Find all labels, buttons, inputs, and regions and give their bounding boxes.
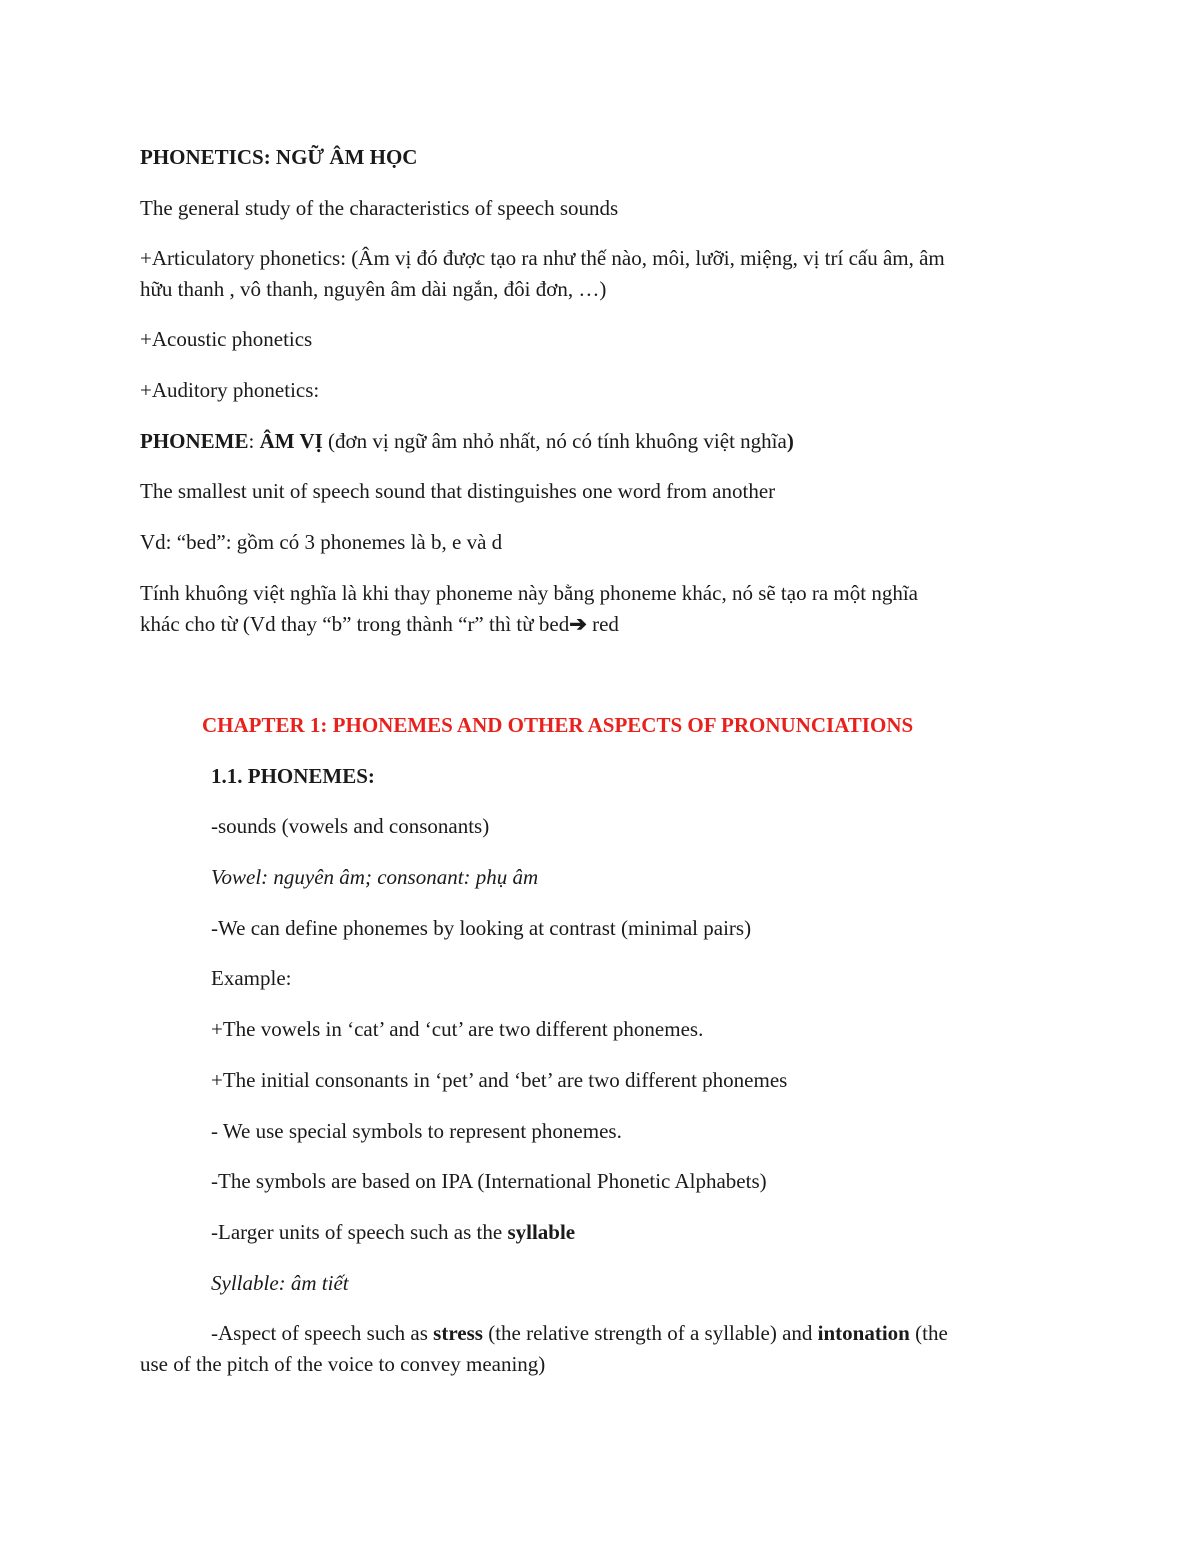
khuong-line-2-text: khác cho từ (Vd thay “b” trong thành “r” thì từ bed <box>140 612 570 636</box>
articulatory-line-2: hữu thanh , vô thanh, nguyên âm dài ngắn, đôi đơn, …) <box>140 277 607 301</box>
syllable-note: Syllable: âm tiết <box>211 1271 349 1295</box>
intonation-term: intonation <box>817 1321 910 1345</box>
stress-term: stress <box>433 1321 483 1345</box>
aspect-text-c: (the <box>909 1321 948 1345</box>
example-label: Example: <box>211 966 292 990</box>
chapter-title: CHAPTER 1: PHONEMES AND OTHER ASPECTS OF PRONUNCIATIONS <box>202 713 914 737</box>
bed-example: Vd: “bed”: gồm có 3 phonemes là b, e và d <box>140 530 503 554</box>
right-arrow-icon: ➔ <box>569 612 587 636</box>
aspect-text-b: (the relative strength of a syllable) and <box>482 1321 818 1345</box>
aspect-text-a: -Aspect of speech such as <box>211 1321 434 1345</box>
phoneme-colon: : <box>248 429 260 453</box>
acoustic-phonetics: +Acoustic phonetics <box>140 327 313 351</box>
sounds-line: -sounds (vowels and consonants) <box>211 814 490 838</box>
special-symbols-line: - We use special symbols to represent phonemes. <box>211 1119 622 1143</box>
vowel-consonant-note: Vowel: nguyên âm; consonant: phụ âm <box>211 865 539 889</box>
phoneme-close-paren: ) <box>786 429 794 453</box>
phonetics-definition: The general study of the characteristics of speech sounds <box>140 196 619 220</box>
phoneme-heading <box>140 425 794 457</box>
example-consonants: +The initial consonants in ‘pet’ and ‘bet’ are two different phonemes <box>211 1068 788 1092</box>
define-phonemes-line: -We can define phonemes by looking at contrast (minimal pairs) <box>211 916 752 940</box>
phoneme-term: PHONEME <box>140 429 249 453</box>
larger-units-line <box>211 1216 575 1248</box>
aspect-line-1 <box>211 1317 948 1349</box>
khuong-line-2-end: red <box>586 612 619 636</box>
phoneme-definition: The smallest unit of speech sound that distinguishes one word from another <box>140 479 776 503</box>
khuong-line-2 <box>140 608 619 640</box>
section-title: 1.1. PHONEMES: <box>211 764 375 788</box>
auditory-phonetics: +Auditory phonetics: <box>140 378 320 402</box>
articulatory-line-1: +Articulatory phonetics: (Âm vị đó được tạo ra như thế nào, môi, lưỡi, miệng, vị trí cấu âm, âm <box>140 246 945 270</box>
phonetics-heading: PHONETICS: NGỮ ÂM HỌC <box>140 145 418 169</box>
phoneme-vietnamese: ÂM VỊ <box>259 429 323 453</box>
example-vowels: +The vowels in ‘cat’ and ‘cut’ are two different phonemes. <box>211 1017 704 1041</box>
phoneme-note: (đơn vị ngữ âm nhỏ nhất, nó có tính khuông việt nghĩa <box>322 429 787 453</box>
syllable-term: syllable <box>507 1220 576 1244</box>
khuong-line-1: Tính khuông việt nghĩa là khi thay phoneme này bằng phoneme khác, nó sẽ tạo ra một nghĩa <box>140 581 918 605</box>
larger-units-text: -Larger units of speech such as the <box>211 1220 508 1244</box>
aspect-line-2: use of the pitch of the voice to convey meaning) <box>140 1352 546 1376</box>
ipa-line: -The symbols are based on IPA (International Phonetic Alphabets) <box>211 1169 767 1193</box>
